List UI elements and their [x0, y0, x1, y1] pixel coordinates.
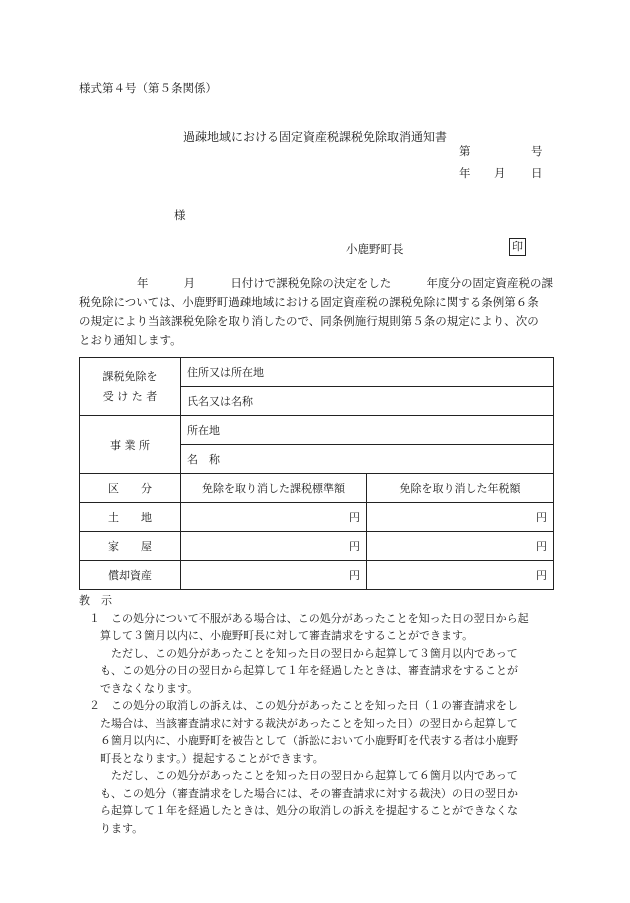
body-fiscal: 年度分の固定資産税の課 — [426, 276, 553, 290]
table-row — [80, 503, 554, 532]
category-header: 区 分 — [80, 474, 181, 503]
note-line: も、この処分（審査請求をした場合には、その審査請求に対する裁決）の日の翌日か — [100, 786, 518, 800]
date-day: 日 — [531, 166, 543, 180]
exemption-table — [79, 357, 554, 590]
note-line: 算して３箇月以内に、小鹿野町長に対して審査請求をすることができます。 — [100, 629, 474, 642]
date-year: 年 — [459, 166, 471, 180]
addressee-suffix: 様 — [174, 208, 186, 222]
table-row — [80, 532, 554, 561]
instructions-section — [79, 592, 553, 837]
note-line: ６箇月以内に、小鹿野町を被告として（訴訟において小鹿野町を代表する者は小鹿野 — [100, 734, 518, 747]
location-field: 所在地 — [181, 416, 554, 445]
note-line: できなくなります。 — [100, 681, 199, 695]
body-line-4: とおり通知します。 — [79, 333, 182, 347]
row-label: 償却資産 — [80, 561, 181, 590]
instructions-heading: 教 示 — [79, 594, 112, 607]
body-line-3: の規定により当該課税免除を取り消したので、同条例施行規則第５条の規定により、次の — [79, 314, 539, 328]
number-go: 号 — [531, 144, 543, 158]
note-line: １ この処分について不服がある場合は、この処分があったことを知った日の翌日から起 — [89, 611, 529, 625]
body-month: 月 — [183, 276, 196, 290]
body-paragraph — [79, 274, 553, 350]
name-field: 氏名又は名称 — [181, 387, 554, 416]
row-label: 土 地 — [80, 503, 181, 532]
note-line: た場合は、当該審査請求に対する裁決があったことを知った日）の翌日から起算して — [100, 716, 518, 730]
row-label: 家 屋 — [80, 532, 181, 561]
yen-unit: 円 — [367, 532, 554, 561]
sender-name: 小鹿野町長 — [346, 242, 404, 256]
note-line: 町長となります。）提起することができます。 — [100, 751, 324, 765]
address-field: 住所又は所在地 — [181, 358, 554, 387]
yen-unit: 円 — [181, 532, 367, 561]
note-line: ります。 — [100, 821, 144, 835]
document-title: 過疎地域における固定資産税課税免除取消通知書 — [182, 130, 447, 144]
note-line: ２ この処分の取消しの訴えは、この処分があったことを知った日（１の審査請求をし — [89, 699, 518, 712]
business-name-field: 名 称 — [181, 445, 554, 474]
body-line-1 — [79, 274, 553, 293]
recipient-label: 課税免除を 受 け た 者 — [80, 358, 181, 416]
seal-mark: 印 — [509, 238, 526, 256]
annual-tax-header: 免除を取り消した年税額 — [367, 474, 554, 503]
date-month: 月 — [494, 166, 506, 180]
yen-unit: 円 — [181, 503, 367, 532]
form-number: 様式第４号（第５条関係） — [79, 81, 217, 95]
body-line-2: 税免除については、小鹿野町過疎地域における固定資産税の課税免除に関する条例第６条 — [79, 295, 539, 309]
note-line: も、この処分の日の翌日から起算して１年を経過したときは、審査請求をすることが — [100, 664, 518, 677]
yen-unit: 円 — [367, 561, 554, 590]
body-year: 年 — [137, 276, 149, 290]
business-label: 事 業 所 — [80, 416, 181, 474]
table-row — [80, 561, 554, 590]
yen-unit: 円 — [181, 561, 367, 590]
note-line: ら起算して１年を経過したときは、処分の取消しの訴えを提起することができなくな — [100, 804, 518, 817]
tax-base-header: 免除を取り消した課税標準額 — [181, 474, 367, 503]
body-decision: 日付けで課税免除の決定をした — [230, 276, 392, 290]
note-line: ただし、この処分があったことを知った日の翌日から起算して３箇月以内であって — [111, 646, 518, 660]
number-dai: 第 — [459, 144, 471, 158]
yen-unit: 円 — [367, 503, 554, 532]
note-line: ただし、この処分があったことを知った日の翌日から起算して６箇月以内であって — [111, 769, 518, 782]
